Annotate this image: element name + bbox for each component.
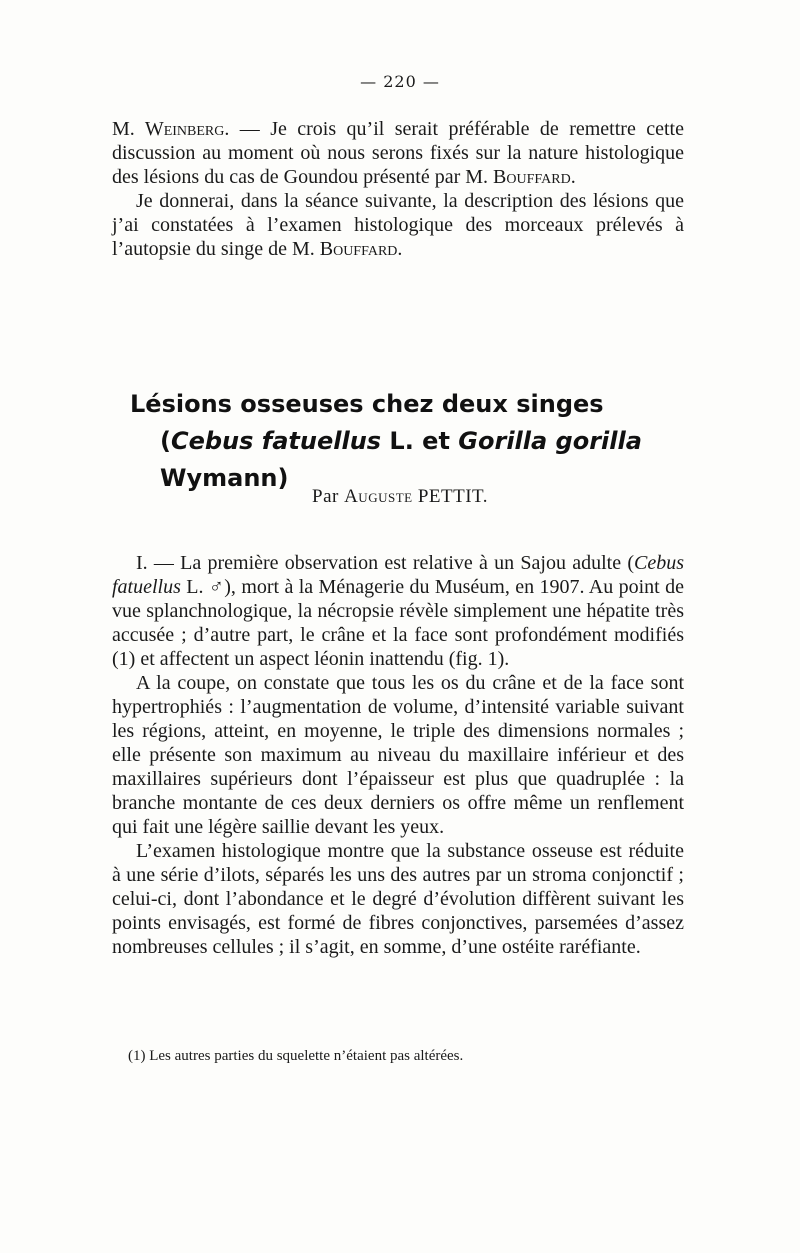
- body-p1-species: Cebus fatuellus: [112, 552, 684, 598]
- article-title-line-1: Lésions osseuses chez deux singes: [130, 390, 604, 418]
- title-mid-1: L. et: [381, 427, 459, 455]
- speaker-name: M. Weinberg.: [112, 118, 230, 140]
- discussion-paragraph-2: [112, 189, 684, 261]
- discussion-section: [112, 117, 684, 261]
- footnote: (1) Les autres parties du squelette n’étaient pas altérées.: [128, 1048, 464, 1064]
- title-mid-2: Wymann): [160, 464, 289, 492]
- article-title: [112, 386, 684, 497]
- discussion-end-2: .: [397, 238, 403, 260]
- body-paragraph-1: [112, 551, 684, 671]
- article-body: [112, 551, 684, 959]
- discussion-text-2: Je donnerai, dans la séance suivante, la description des lésions que j’ai constatées à l’examen histologique des morceaux prélevés à l’autopsie du singe de M.: [112, 190, 684, 260]
- byline-author: Auguste PETTIT.: [344, 486, 488, 507]
- referenced-name-2: Bouffard: [319, 238, 398, 260]
- body-paragraph-3: L’examen histologique montre que la substance osseuse est réduite à une série d’ilots, séparés les uns des autres par un stroma conjonctif ; celui-ci, dont l’abondance et le degré d’évolution diffèrent suivant les points envisagés, est formé de fibres conjonctives, parsemées d’assez nombreuses cellules ; il s’agit, en somme, d’une ostéite raréfiante.: [112, 840, 684, 958]
- discussion-paragraph-1: [112, 117, 684, 189]
- body-paragraph-2: A la coupe, on constate que tous les os du crâne et de la face sont hypertrophiés : l’augmentation de volume, d’intensité variable suivant les régions, atteint, en moyenne, le triple des dimensions normales ; elle présente son maximum au niveau du maxillaire inférieur et des maxillaires supérieurs dont l’épaisseur est plus que quadruplée : la branche montante de ces deux derniers os offre même un renflement qui fait une légère saillie devant les yeux.: [112, 672, 684, 838]
- body-p1-start: I. — La première observation est relative à un Sajou adulte (: [136, 552, 634, 574]
- discussion-end-1: .: [570, 166, 576, 188]
- page-number: — 220 —: [360, 72, 440, 91]
- referenced-name-1: Bouffard: [493, 166, 571, 188]
- title-species-1: Cebus fatuellus: [170, 427, 382, 455]
- title-open-paren: (: [160, 427, 171, 455]
- byline: [0, 486, 800, 508]
- discussion-text-1: — Je crois qu’il serait préférable de remettre cette discussion au moment où nous serons fixés sur la nature histologique des lésions du cas de Goundou présenté par M.: [112, 118, 684, 188]
- title-species-2: Gorilla gorilla: [458, 427, 642, 455]
- body-p1-rest: L. ♂), mort à la Ménagerie du Muséum, en 1907. Au point de vue splanchnologique, la nécropsie révèle simplement une hépatite très accusée ; d’autre part, le crâne et la face sont profondément modifiés (1) et affectent un aspect léonin inattendu (fig. 1).: [112, 576, 684, 670]
- byline-prefix: Par: [312, 486, 345, 507]
